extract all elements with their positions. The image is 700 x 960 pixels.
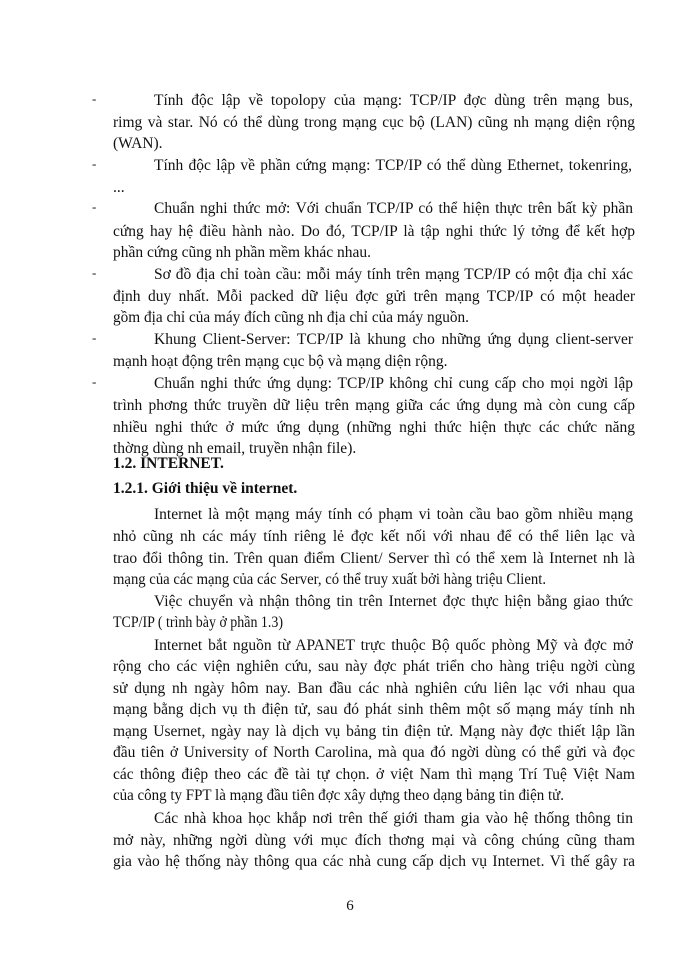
paragraph-line: sử dụng nh ngày hôm nay. Ban đầu các nhà nghiên cứu liên lạc với nhau qua bbox=[113, 680, 635, 697]
paragraph-line: TCP/IP ( trình bày ở phần 1.3) bbox=[113, 614, 283, 631]
bullet-text-line: Tính độc lập về phần cứng mạng: TCP/IP có thể dùng Ethernet, tokenring, bbox=[154, 157, 632, 174]
paragraph-line: Các nhà khoa học khắp nơi trên thế giới tham gia vào hệ thống thông tin bbox=[154, 810, 633, 827]
paragraph-line: đầu tiên ở University of North Carolina, mà qua đó ngời dùng có thể gửi và đọc bbox=[113, 744, 635, 761]
bullet-text-line: Tính độc lập về topolopy của mạng: TCP/IP đợc dùng trên mạng bus, bbox=[154, 92, 633, 109]
bullet-text-line: Khung Client-Server: TCP/IP là khung cho những ứng dụng client-server bbox=[154, 331, 633, 348]
bullet-marker: - bbox=[92, 330, 97, 345]
bullet-text-line: ... bbox=[113, 179, 125, 196]
page-number: 6 bbox=[346, 898, 354, 914]
bullet-marker: - bbox=[92, 91, 97, 106]
paragraph-line: mạng của các mạng của các Server, có thể truy xuất bởi hàng triệu Client. bbox=[113, 571, 546, 588]
paragraph-line: nhỏ cũng nh các máy tính riêng lẻ đợc kết nối với nhau để có thể liên lạc và bbox=[113, 528, 635, 545]
bullet-marker: - bbox=[92, 374, 97, 389]
paragraph-line: rộng cho các viện nghiên cứu, sau này đợc phát triển cho hàng triệu ngời cùng bbox=[113, 658, 635, 675]
paragraph-line: mạng Usernet, ngày nay là dịch vụ bảng tin điện tử. Mạng này đợc thiết lập lần bbox=[113, 723, 635, 740]
paragraph-line: trao đổi thông tin. Trên quan điểm Client/ Server thì có thể xem là Internet nh là bbox=[113, 550, 635, 567]
paragraph-line: của công ty FPT là mạng đầu tiên đợc xây dựng theo dạng bảng tin điện tử. bbox=[113, 787, 564, 804]
bullet-text-line: định duy nhất. Mỗi packed dữ liệu đợc gửi trên mạng TCP/IP có một header bbox=[113, 288, 635, 305]
paragraph-line: Internet là một mạng máy tính có phạm vi toàn cầu bao gồm nhiều mạng bbox=[154, 506, 633, 523]
bullet-text-line: Chuẩn nghi thức mở: Với chuẩn TCP/IP có thể hiện thực trên bất kỳ phần bbox=[154, 200, 633, 217]
bullet-marker: - bbox=[92, 265, 97, 280]
bullet-text-line: mạnh hoạt động trên mạng cục bộ và mạng diện rộng. bbox=[113, 353, 448, 370]
subsection-heading: 1.2.1. Giới thiệu về internet. bbox=[113, 480, 298, 497]
bullet-text-line: Chuẩn nghi thức ứng dụng: TCP/IP không chỉ cung cấp cho mọi ngời lập bbox=[154, 375, 633, 392]
paragraph-line: gia vào hệ thống này thông qua các nhà cung cấp dịch vụ Internet. Vì thế gây ra bbox=[113, 853, 635, 870]
paragraph-line: các thông điệp theo các đề tài tự chọn. ở việt Nam thì mạng Trí Tuệ Việt Nam bbox=[113, 766, 635, 783]
bullet-text-line: rimg và star. Nó có thể dùng trong mạng cục bộ (LAN) cũng nh mạng diện rộng bbox=[113, 114, 635, 131]
bullet-marker: - bbox=[92, 199, 97, 214]
bullet-text-line: Sơ đồ địa chỉ toàn cầu: mỗi máy tính trên mạng TCP/IP có một địa chỉ xác bbox=[154, 266, 633, 283]
bullet-marker: - bbox=[92, 156, 97, 171]
bullet-text-line: (WAN). bbox=[113, 135, 163, 152]
bullet-text-line: gồm địa chỉ của máy đích cũng nh địa chỉ của máy nguồn. bbox=[113, 309, 469, 326]
bullet-text-line: thờng dùng nh email, truyền nhận file). bbox=[113, 440, 357, 457]
bullet-text-line: nhiều nghi thức ở mức ứng dụng (những nghi thức hiện thực các chức năng bbox=[113, 419, 635, 436]
paragraph-line: mạng bằng dịch vụ th điện tử, sau đó phát sinh thêm một số mạng máy tính nh bbox=[113, 701, 635, 718]
paragraph-line: Việc chuyển và nhận thông tin trên Internet đợc thực hiện bằng giao thức bbox=[154, 593, 633, 610]
section-heading: 1.2. INTERNET. bbox=[113, 455, 224, 472]
paragraph-line: mở này, những ngời dùng với mục đích thơng mại và công chúng cũng tham bbox=[113, 832, 635, 849]
bullet-text-line: trình phơng thức truyền dữ liệu trên mạng giữa các ứng dụng mà còn cung cấp bbox=[113, 397, 635, 414]
bullet-text-line: phần cứng cũng nh phần mềm khác nhau. bbox=[113, 244, 372, 261]
paragraph-line: Internet bắt nguồn từ APANET trực thuộc Bộ quốc phòng Mỹ và đợc mở bbox=[154, 637, 633, 654]
bullet-text-line: cứng hay hệ điều hành nào. Do đó, TCP/IP là tập nghi thức lý tởng để kết hợp bbox=[113, 223, 635, 240]
